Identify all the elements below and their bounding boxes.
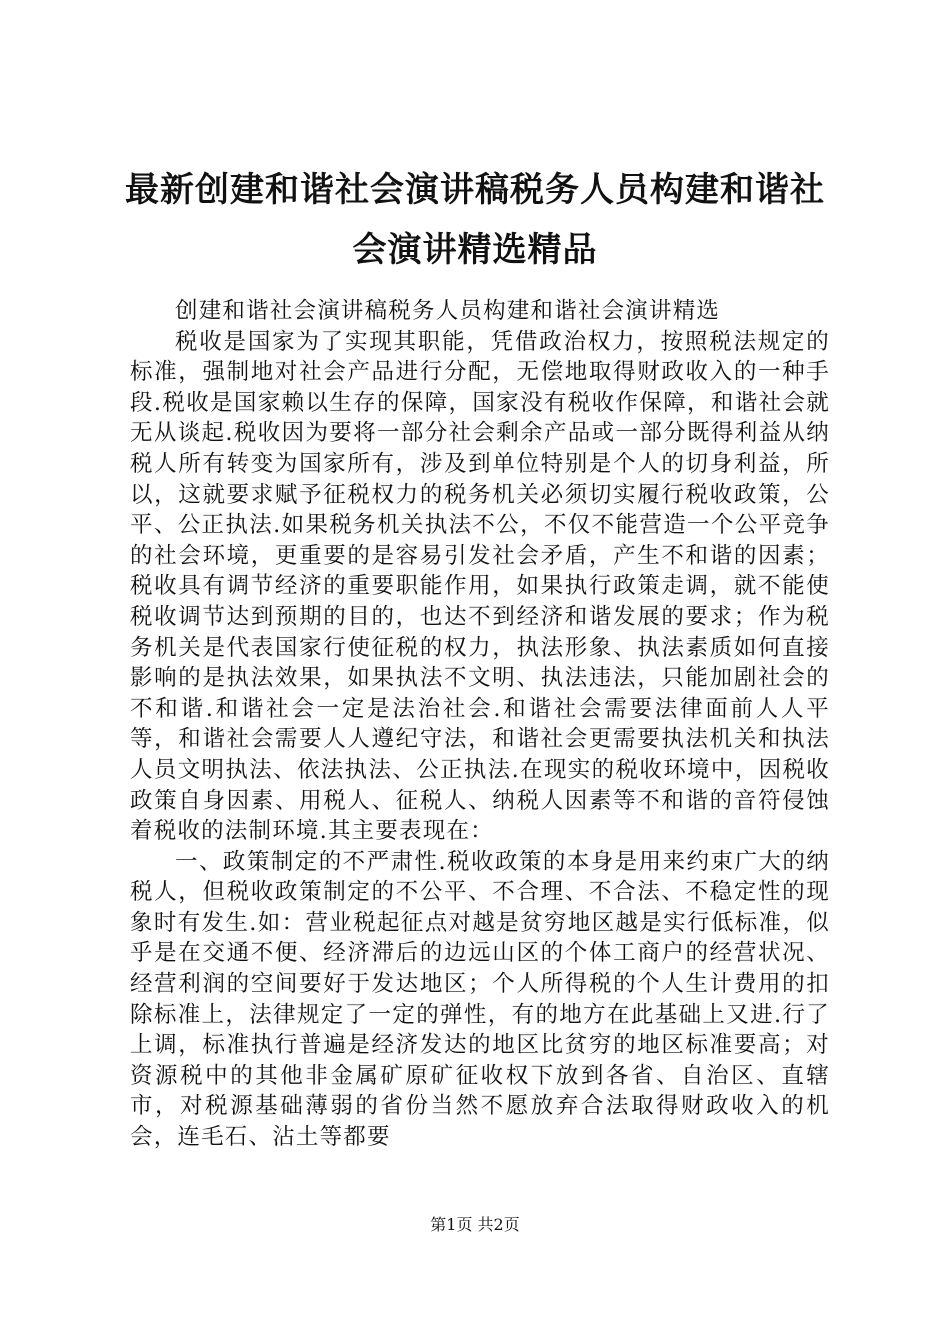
body-paragraph: 一、政策制定的不严肃性.税收政策的本身是用来约束广大的纳税人，但税收政策制定的不公平、不合理、不合法、不稳定性的现象时有发生.如：营业税起征点对越是贫穷地区越是实行低标准，似乎是在交通不便、经济滞后的边远山区的个体工商户的经营状况、经营利润的空间要好于发达地区；个人所得税的个人生计费用的扣除标准上，法律规定了一定的弹性，有的地方在此基础上又进.行了上调，标准执行普遍是经济发达的地区比贫穷的地区标准要高；对资源税中的其他非金属矿原矿征收权下放到各省、自治区、直辖市，对税源基础薄弱的省份当然不愿放弃合法取得财政收入的机会，连毛石、沾土等都要	[130, 848, 830, 1151]
document-body	[130, 296, 830, 1153]
document-title: 最新创建和谐社会演讲稿税务人员构建和谐社会演讲精选精品	[125, 170, 825, 270]
subtitle-paragraph: 创建和谐社会演讲稿税务人员构建和谐社会演讲精选	[175, 298, 721, 324]
body-paragraph: 税收是国家为了实现其职能，凭借政治权力，按照税法规定的标准，强制地对社会产品进行分配，无偿地取得财政收入的一种手段.税收是国家赖以生存的保障，国家没有税收作保障，和谐社会就无从谈起.税收因为要将一部分社会剩余产品或一部分既得利益从纳税人所有转变为国家所有，涉及到单位特别是个人的切身利益，所以，这就要求赋予征税权力的税务机关必须切实履行税收政策，公平、公正执法.如果税务机关执法不公，不仅不能营造一个公平竞争的社会环境，更重要的是容易引发社会矛盾，产生不和谐的因素；税收具有调节经济的重要职能作用，如果执行政策走调，就不能使税收调节达到预期的目的，也达不到经济和谐发展的要求；作为税务机关是代表国家行使征税的权力，执法形象、执法素质如何直接影响的是执法效果，如果执法不文明、执法违法，只能加剧社会的不和谐.和谐社会一定是法治社会.和谐社会需要法律面前人人平等，和谐社会需要人人遵纪守法，和谐社会更需要执法机关和执法人员文明执法、依法执法、公正执法.在现实的税收环境中，因税收政策自身因素、用税人、征税人、纳税人因素等不和谐的音符侵蚀着税收的法制环境.其主要表现在：	[130, 328, 830, 845]
page-footer: 第1页 共2页	[430, 1215, 520, 1234]
